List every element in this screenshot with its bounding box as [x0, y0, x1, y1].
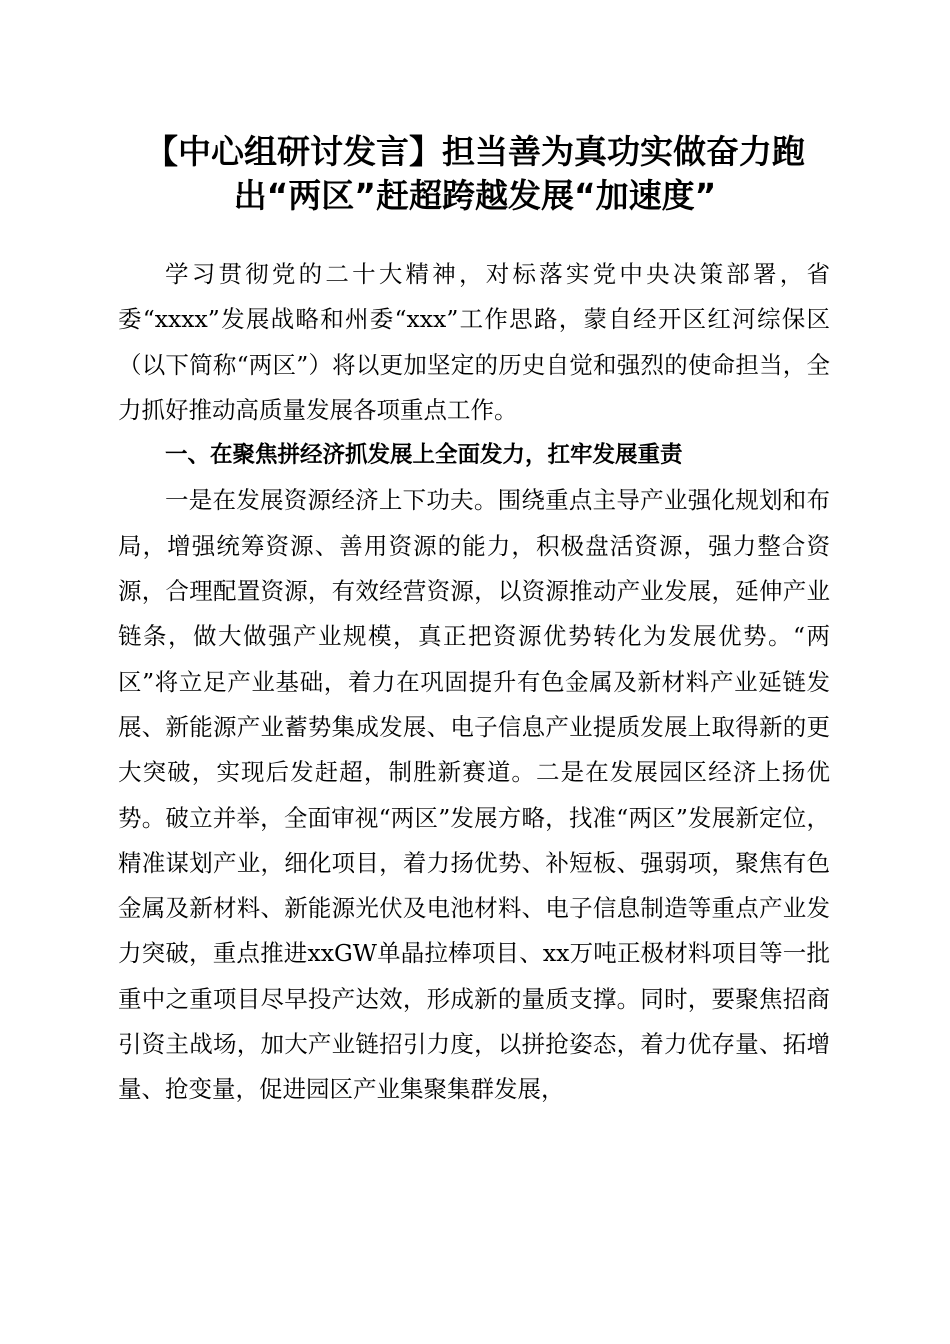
section-1-paragraph: 一是在发展资源经济上下功夫。围绕重点主导产业强化规划和布局，增强统筹资源、善用资源的能力，积极盘活资源，强力整合资源，合理配置资源，有效经营资源，以资源推动产业发展，延伸产业链条，做大做强产业规模，真正把资源优势转化为发展优势。“两区”将立足产业基础，着力在巩固提升有色金属及新材料产业延链发展、新能源产业蓄势集成发展、电子信息产业提质发展上取得新的更大突破，实现后发赶超，制胜新赛道。二是在发展园区经济上扬优势。破立并举，全面审视“两区”发展方略，找准“两区”发展新定位，精准谋划产业，细化项目，着力扬优势、补短板、强弱项，聚焦有色金属及新材料、新能源光伏及电池材料、电子信息制造等重点产业发力突破，重点推进xxGW单晶拉棒项目、xx万吨正极材料项目等一批重中之重项目尽早投产达效，形成新的量质支撑。同时，要聚焦招商引资主战场，加大产业链招引力度，以拼抢姿态，着力优存量、拓增量、抢变量，促进园区产业集聚集群发展，: [118, 486, 830, 1104]
section-1-heading: 一、在聚焦拼经济抓发展上全面发力，扛牢发展重责: [165, 442, 683, 469]
document-title: [100, 130, 850, 218]
title-line-1: 【中心组研讨发言】担当善为真功实做奋力跑: [145, 132, 805, 171]
document-body: [118, 252, 830, 1113]
intro-paragraph: 学习贯彻党的二十大精神，对标落实党中央决策部署，省委“xxxx”发展战略和州委“xxx”工作思路，蒙自经开区红河综保区（以下简称“两区”）将以更加坚定的历史自觉和强烈的使命担当，全力抓好推动高质量发展各项重点工作。: [118, 260, 830, 424]
title-line-2: 出“两区”赶超跨越发展“加速度”: [233, 176, 717, 215]
